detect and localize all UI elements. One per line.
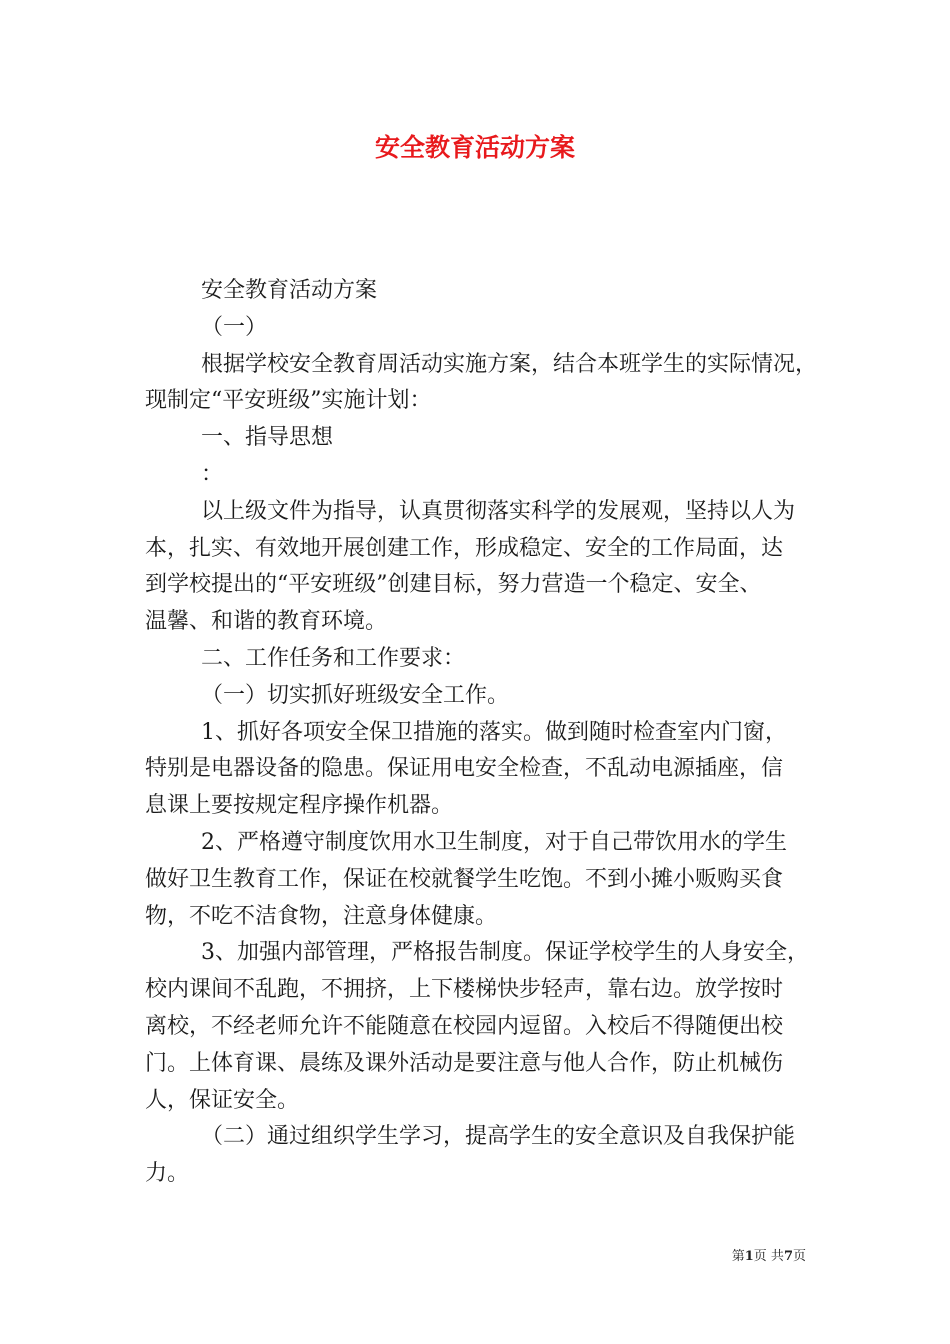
text-line: 做好卫生教育工作，保证在校就餐学生吃饱。不到小摊小贩购买食	[145, 866, 784, 892]
text-line: 人，保证安全。	[145, 1087, 300, 1113]
text-line: 本，扎实、有效地开展创建工作，形成稳定、安全的工作局面，达	[145, 535, 784, 561]
footer-suffix: 页	[792, 1249, 806, 1264]
text-line: 特别是电器设备的隐患。保证用电安全检查，不乱动电源插座，信	[145, 756, 784, 782]
text-line: （一）	[201, 314, 268, 340]
text-line: 二、工作任务和工作要求：	[201, 646, 466, 671]
text-line: 2、严格遵守制度饮用水卫生制度，对于自己带饮用水的学生	[201, 830, 787, 855]
text-line: （一）切实抓好班级安全工作。	[201, 682, 510, 708]
text-line: 现制定“平安班级”实施计划：	[145, 388, 432, 414]
text-line: 校内课间不乱跑，不拥挤，上下楼梯快步轻声，靠右边。放学按时	[145, 977, 784, 1003]
document-title: 安全教育活动方案	[374, 133, 575, 162]
text-line: 离校，不经老师允许不能随意在校园内逗留。入校后不得随便出校	[145, 1014, 784, 1039]
text-line: 力。	[145, 1161, 190, 1187]
page-footer	[732, 1249, 806, 1265]
text-line: 一、指导思想	[201, 425, 334, 451]
text-line: 3、加强内部管理，严格报告制度。保证学校学生的人身安全，	[201, 940, 809, 966]
footer-prefix: 第	[731, 1249, 745, 1264]
text-line: 物，不吃不洁食物，注意身体健康。	[145, 903, 498, 929]
text-line: 1、抓好各项安全保卫措施的落实。做到随时检查室内门窗，	[201, 719, 787, 745]
text-line: 门。上体育课、晨练及课外活动是要注意与他人合作，防止机械伤	[145, 1050, 784, 1076]
text-line: 息课上要按规定程序操作机器。	[145, 793, 454, 819]
footer-middle: 页 共	[753, 1249, 784, 1264]
text-line: 安全教育活动方案	[201, 278, 378, 303]
text-line: （二）通过组织学生学习，提高学生的安全意识及自我保护能	[201, 1124, 796, 1150]
current-page: 1	[744, 1249, 754, 1264]
text-line: 到学校提出的“平安班级”创建目标，努力营造一个稳定、安全、	[145, 572, 762, 598]
text-line: 以上级文件为指导，认真贯彻落实科学的发展观，坚持以人为	[201, 498, 796, 524]
text-line: ：	[201, 462, 224, 487]
total-pages: 7	[783, 1249, 793, 1264]
text-line: 根据学校安全教育周活动实施方案，结合本班学生的实际情况，	[201, 351, 818, 377]
text-line: 温馨、和谐的教育环境。	[145, 609, 388, 635]
